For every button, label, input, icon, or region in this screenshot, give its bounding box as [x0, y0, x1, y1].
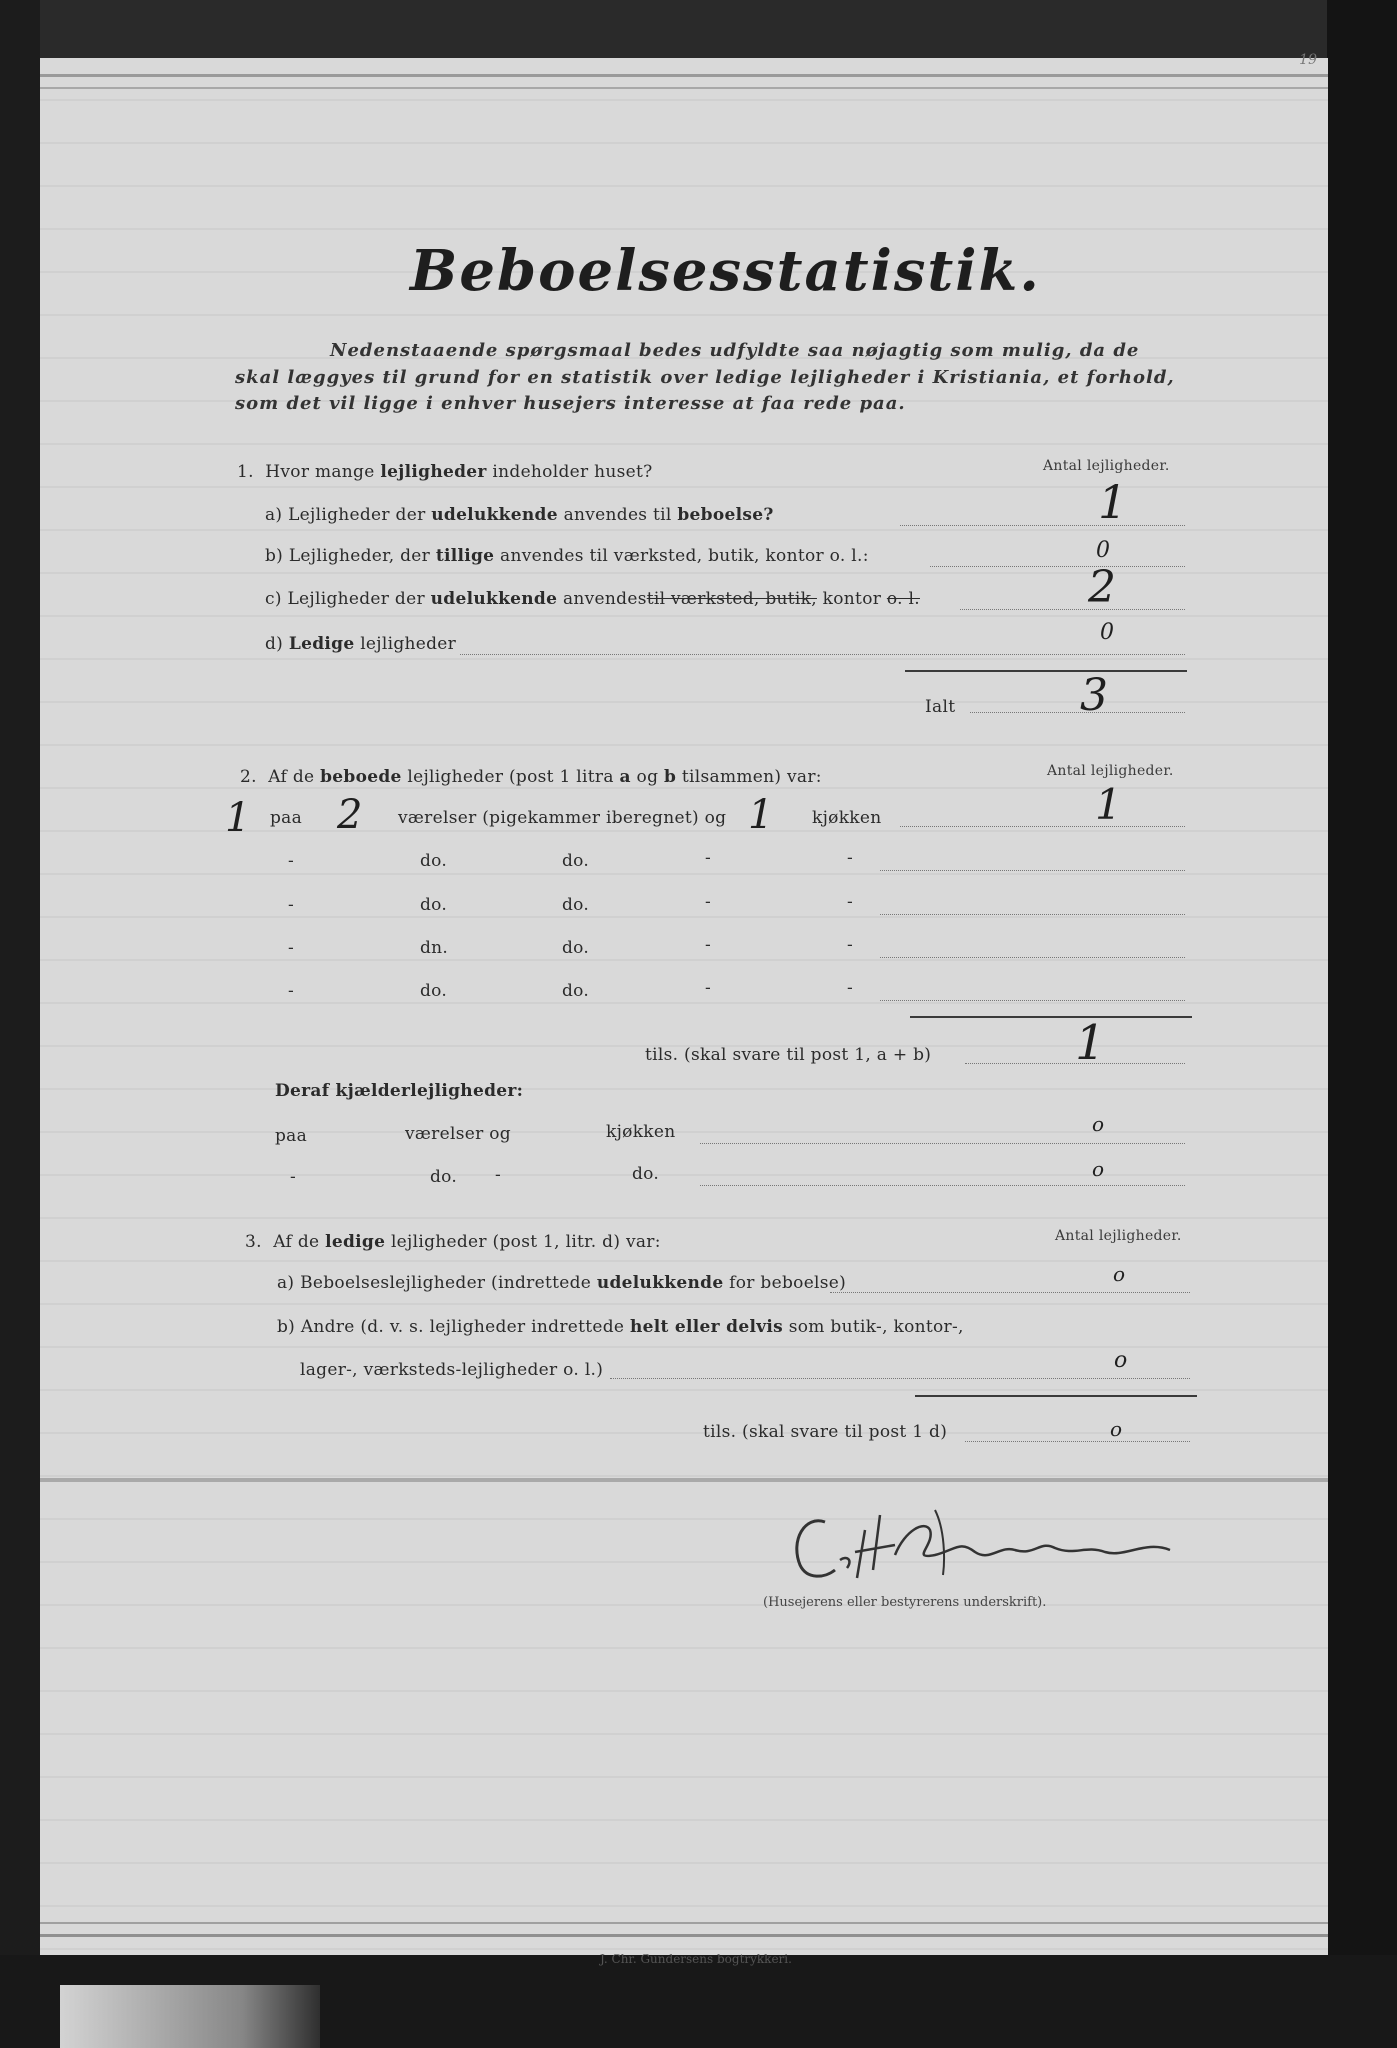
q2-column-header: Antal lejligheder.: [1047, 763, 1174, 779]
q2-deraf-kjokken: kjøkken: [606, 1122, 676, 1142]
q2-row1-kjokken: kjøkken: [812, 808, 882, 828]
ditto-dash: -: [705, 935, 712, 955]
q1-line-c: c) Lejligheder der udelukkende anvendestil værksted, butik, kontor o. l.: [265, 589, 920, 609]
q2-row1-count: 1: [225, 795, 251, 841]
signature-mark: [785, 1500, 1175, 1590]
q2-deraf-label: Deraf kjælderlejligheder:: [275, 1081, 524, 1101]
q2-deraf-answer-1: o: [1092, 1112, 1105, 1136]
q2-deraf-paa: paa: [275, 1126, 308, 1146]
intro-line-2: skal læggyes til grund for en statistik over ledige lejligheder i Kristiania, et forhold,: [235, 367, 1175, 388]
q3-line-b2: lager-, værksteds-lejligheder o. l.): [300, 1360, 604, 1380]
q3-b-dots: [610, 1378, 1190, 1379]
ditto-value: do.: [562, 851, 590, 871]
q3-total-rule: [915, 1395, 1197, 1397]
q2-deraf-vaerelser: værelser og: [405, 1124, 511, 1144]
q1-column-header: Antal lejligheder.: [1043, 458, 1170, 474]
q2-row1-vaerelser: værelser (pigekammer iberegnet) og: [398, 808, 727, 828]
q1-a-dots: [900, 525, 1185, 526]
corner-mark: 19: [1299, 52, 1317, 68]
q1-total-answer: 3: [1080, 670, 1108, 721]
q3-a-dots: [830, 1292, 1190, 1293]
q2-total-rule: [910, 1016, 1192, 1018]
q1-total-rule: [905, 670, 1187, 672]
q2-tils-label: tils. (skal svare til post 1, a + b): [645, 1045, 932, 1065]
q1-line-a: a) Lejligheder der udelukkende anvendes til beboelse?: [265, 505, 774, 525]
q1-c-answer: 2: [1088, 562, 1116, 613]
intro-line-3: som det vil ligge i enhver husejers interesse at faa rede paa.: [235, 393, 906, 414]
ditto-dash: -: [705, 892, 712, 912]
ditto-value: dn.: [420, 938, 449, 958]
ditto-dash: -: [847, 848, 854, 868]
ditto-dots: [880, 1000, 1185, 1001]
ditto-value: do.: [562, 895, 590, 915]
ditto-dash: -: [288, 895, 295, 915]
ditto-dash: -: [288, 938, 295, 958]
ditto-dash: -: [288, 851, 295, 871]
ditto-value: do.: [562, 938, 590, 958]
q1-c-dots: [960, 609, 1185, 610]
q1-a-answer: 1: [1098, 475, 1128, 529]
form-title: Beboelsesstatistik.: [410, 238, 1041, 304]
ditto-value: do.: [420, 895, 448, 915]
q3-b-answer: o: [1114, 1348, 1128, 1373]
q3-tils-label: tils. (skal svare til post 1 d): [703, 1422, 948, 1442]
ditto-dash: -: [705, 848, 712, 868]
q2-row1-kitchens: 1: [748, 792, 774, 838]
q2-row1-dots: [900, 826, 1185, 827]
ditto-dash: -: [847, 892, 854, 912]
q3-line-b: b) Andre (d. v. s. lejligheder indrettede helt eller delvis som butik-, kontor-,: [277, 1317, 964, 1337]
signature: [785, 1500, 1175, 1590]
ditto-dots: [880, 870, 1185, 871]
signature-caption: (Husejerens eller bestyrerens underskrift).: [763, 1595, 1047, 1610]
q2-deraf-dots: [700, 1143, 1185, 1144]
q1-question: 1. Hvor mange lejligheder indeholder huset?: [237, 462, 653, 482]
q3-column-header: Antal lejligheder.: [1055, 1228, 1182, 1244]
q1-total-dots: [970, 712, 1185, 713]
ditto-value: do.: [562, 981, 590, 1001]
q3-a-answer: o: [1113, 1262, 1126, 1286]
q1-line-d: d) Ledige lejligheder: [265, 634, 457, 654]
intro-line-1: Nedenstaaende spørgsmaal bedes udfyldte saa nøjagtig som mulig, da de: [330, 340, 1140, 361]
scan-edge-left: [0, 0, 40, 2048]
sheet-bottom-border: [40, 1922, 1328, 1937]
ditto-value: do.: [420, 981, 448, 1001]
q2-deraf-do-dash: -: [290, 1167, 297, 1187]
q3-question: 3. Af de ledige lejligheder (post 1, litr. d) var:: [245, 1232, 661, 1252]
ditto-dots: [880, 957, 1185, 958]
q1-d-dots: [460, 654, 1185, 655]
section-divider: [40, 1478, 1328, 1482]
q2-deraf-do-dots: [700, 1185, 1185, 1186]
ditto-dots: [880, 914, 1185, 915]
q2-row1-paa: paa: [270, 808, 303, 828]
ditto-dash: -: [288, 981, 295, 1001]
q1-b-dots: [930, 566, 1185, 567]
scan-glare: [60, 1985, 320, 2048]
sheet-top-border: [40, 74, 1328, 89]
q3-tils-dots: [965, 1441, 1190, 1442]
q2-tils-answer: 1: [1075, 1015, 1106, 1071]
ditto-dash: -: [705, 978, 712, 998]
q1-total-label: Ialt: [925, 697, 956, 717]
q2-question: 2. Af de beboede lejligheder (post 1 litra a og b tilsammen) var:: [240, 767, 822, 787]
q1-b-answer: 0: [1096, 538, 1110, 563]
ditto-dash: -: [847, 978, 854, 998]
scan-edge-right: [1327, 0, 1397, 2048]
printer-imprint: J. Chr. Gundersens bogtrykkeri.: [600, 1952, 792, 1966]
q2-deraf-do-dash2: -: [495, 1165, 502, 1185]
q2-deraf-do1: do.: [430, 1167, 458, 1187]
q1-d-answer: 0: [1100, 620, 1114, 645]
q2-deraf-answer-2: o: [1092, 1157, 1105, 1181]
q3-tils-answer: o: [1110, 1417, 1123, 1441]
q2-row1-rooms: 2: [337, 792, 363, 838]
q2-row1-answer: 1: [1095, 780, 1122, 829]
ditto-value: do.: [420, 851, 448, 871]
q3-line-a: a) Beboelseslejligheder (indrettede udelukkende for beboelse): [277, 1273, 847, 1293]
q2-deraf-do2: do.: [632, 1164, 660, 1184]
ditto-dash: -: [847, 935, 854, 955]
q1-line-b: b) Lejligheder, der tillige anvendes til værksted, butik, kontor o. l.:: [265, 546, 869, 566]
